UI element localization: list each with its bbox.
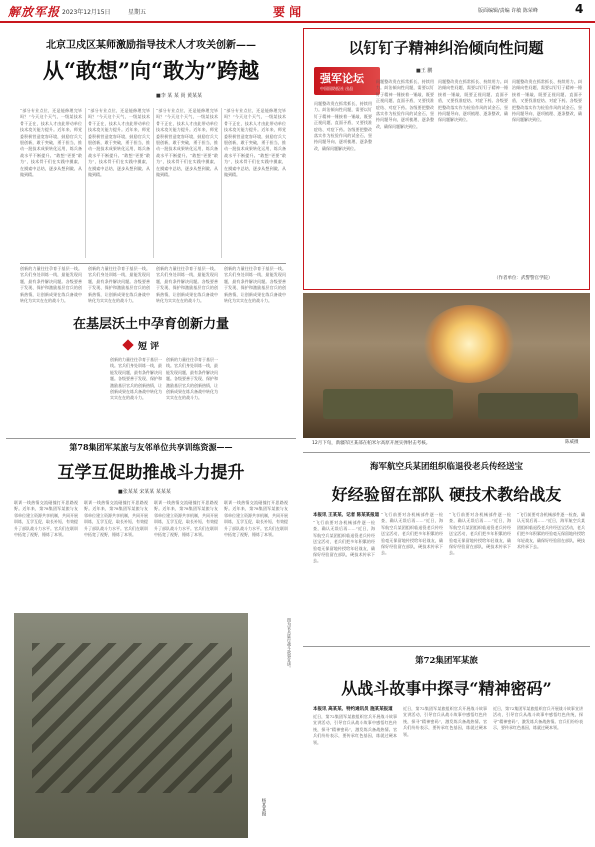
date: 2023年12月15日 <box>62 9 111 16</box>
article-5-col-1: 近日，第72集团军某旅组织官兵开展战斗故事宣讲活动，引导官兵从战斗故事中感悟红色传统，探寻“精神密码”，激发练兵备战热情。官兵们纷纷表示，要传承红色基因，练就过硬本领。 <box>313 714 397 745</box>
column-divider <box>153 108 154 258</box>
article-1-col-4: “部分专业点位，还是能修理完毕吗？”今天这个天气，一级某技术骨干正在，技术人才由此带动单位技术攻关能力提升。近年来，师党委积极营造宽容环境，鼓励官兵大胆创新，敢于突破，勇于担当，推动一批技术成果转化运用，练兵备战水平不断提升。“敢想”更要“敢为”，技术骨干们在实践中摸索，在摸索中总结，逐步从想到做、从做到精。 <box>224 108 286 178</box>
article-2-top-rule <box>20 263 286 264</box>
article-1-col-1: “部分专业点位，还是能修理完毕吗？”今天这个天气，一级某技术骨干正在，技术人才由此带动单位技术攻关能力提升。近年来，师党委积极营造宽容环境，鼓励官兵大胆创新，敢于突破，勇于担当，推动一批技术成果转化运用，练兵备战水平不断提升。“敢想”更要“敢为”，技术骨干们在实践中摸索，在摸索中总结，逐步从想到做、从做到精。 <box>20 108 82 178</box>
article-3-byline: ■张某某 宋某某 某某某 <box>118 489 171 495</box>
article-4 <box>303 452 590 642</box>
article-5-title: 从战斗故事中探寻“精神密码” <box>341 679 552 698</box>
feature-title: 以钉钉子精神纠治倾向性问题 <box>348 39 544 57</box>
article-4-col-4: “飞行前要对各机械部件逐一检查，确认无误后再……”近日，海军航空兵某团组织临退役老兵传经送宝活动，老兵们把多年积累的经验毫无保留地传授给年轻战友，确保好经验留在部队，硬技术传承下去。 <box>517 512 585 550</box>
article-2-col-3b: 创新的力量往往孕育于基层一线。官兵们身处训练一线，最能发现问题，最有条件解决问题。各级要善于发现、保护和激励基层官兵的创新热情，让创新成果在练兵备战中转化为实实在在的战斗力。 <box>166 357 218 401</box>
feature-col-1: 问题整改贵在抓常抓长、持续用力。纠治倾向性问题，需要以钉钉子精神一锤接着一锤敲，既要正视问题、直面矛盾，又要找准症结、对症下药。各级要把整改落实作为检验作风的试金石，坚持问题导向，逐项梳理、逐条整改，确保问题解决到位。 <box>314 101 372 151</box>
article-1-kicker: 北京卫戍区某师激励指导技术人才攻关创新—— <box>46 40 256 51</box>
side-photo <box>14 613 248 838</box>
page-number: 4 <box>575 2 584 16</box>
feature-box <box>303 28 590 290</box>
feature-col-4: 问题整改贵在抓常抓长、持续用力。纠治倾向性问题，需要以钉钉子精神一锤接着一锤敲，既要正视问题、直面矛盾，又要找准症结、对症下药。各级要把整改落实作为检验作风的试金石，坚持问题导向，逐项梳理、逐条整改，确保问题解决到位。 <box>512 79 582 123</box>
article-2-col-4: 创新的力量往往孕育于基层一线。官兵们身处训练一线，最能发现问题，最有条件解决问题。各级要善于发现、保护和激励基层官兵的创新热情，让创新成果在练兵备战中转化为实实在在的战斗力。 <box>224 266 286 304</box>
article-5-byline: 本报讯 高某某、特约通讯员 施某某报道 <box>313 707 393 712</box>
article-3 <box>6 438 296 843</box>
article-1-col-3: “部分专业点位，还是能修理完毕吗？”今天这个天气，一级某技术骨干正在，技术人才由此带动单位技术攻关能力提升。近年来，师党委积极营造宽容环境，鼓励官兵大胆创新，敢于突破，勇于担当，推动一批技术成果转化运用，练兵备战水平不断提升。“敢想”更要“敢为”，技术骨干们在实践中摸索，在摸索中总结，逐步从想到做、从做到精。 <box>156 108 218 178</box>
article-2-col-3: 创新的力量往往孕育于基层一线。官兵们身处训练一线，最能发现问题，最有条件解决问题。各级要善于发现、保护和激励基层官兵的创新热情，让创新成果在练兵备战中转化为实实在在的战斗力。 <box>156 266 218 304</box>
article-5-col-3: 近日，第72集团军某旅组织官兵开展战斗故事宣讲活动，引导官兵从战斗故事中感悟红色传统，探寻“精神密码”，激发练兵备战热情。官兵们纷纷表示，要传承红色基因，练就过硬本领。 <box>493 706 583 731</box>
article-3-top-rule <box>6 438 296 439</box>
column-divider <box>85 108 86 258</box>
article-4-top-rule <box>303 452 590 453</box>
article-1 <box>6 28 296 260</box>
column-divider <box>221 108 222 258</box>
article-2-col-2b: 创新的力量往往孕育于基层一线。官兵们身处训练一线，最能发现问题，最有条件解决问题。各级要善于发现、保护和激励基层官兵的创新热情，让创新成果在练兵备战中转化为实实在在的战斗力。 <box>110 357 162 401</box>
feature-logo-sub: 中国国防报社 出品 <box>320 86 354 91</box>
weekday: 星期五 <box>128 9 147 16</box>
commentary-label: 短 评 <box>138 342 160 352</box>
photo-soldiers <box>32 643 232 793</box>
side-photo-caption: 图为官兵进行战斗故事宣讲。 <box>287 618 292 670</box>
section-title: 要 闻 <box>273 5 302 19</box>
feature-byline: ■王 鹏 <box>416 68 433 74</box>
article-3-col-1: 联训一线热情交流碰撞打开思路视野。近年来，第78集团军某旅与友邻单位建立资源共享机制，共同开展训练，互学互促，取长补短，有效提升了部队战斗力水平。官兵们在联训中拓宽了视野，锤炼了本领。 <box>14 500 78 538</box>
masthead-rule <box>0 21 595 23</box>
article-5-top-rule <box>303 646 590 647</box>
photo-vehicle <box>478 393 578 419</box>
article-5 <box>303 646 590 843</box>
feature-col-2: 问题整改贵在抓常抓长、持续用力。纠治倾向性问题，需要以钉钉子精神一锤接着一锤敲，既要正视问题、直面矛盾，又要找准症结、对症下药。各级要把整改落实作为检验作风的试金石，坚持问题导向，逐项梳理、逐条整改，确保问题解决到位。 <box>376 79 434 129</box>
editor-line: 版面编辑/责编 许敏 陈荣峰 <box>478 8 538 14</box>
article-4-kicker: 海军航空兵某团组织临退役老兵传经送宝 <box>369 462 523 472</box>
article-2-col-2: 创新的力量往往孕育于基层一线。官兵们身处训练一线，最能发现问题，最有条件解决问题。各级要善于发现、保护和激励基层官兵的创新热情，让创新成果在练兵备战中转化为实实在在的战斗力。 <box>88 266 150 304</box>
photo-credit: 陈威摄 <box>565 440 579 445</box>
photo-vehicle <box>323 389 453 419</box>
article-2-col-1: 创新的力量往往孕育于基层一线。官兵们身处训练一线，最能发现问题，最有条件解决问题。各级要善于发现、保护和激励基层官兵的创新热情，让创新成果在练兵备战中转化为实实在在的战斗力。 <box>20 266 82 304</box>
masthead <box>0 0 595 22</box>
article-4-col-2: “飞行前要对各机械部件逐一检查，确认无误后再……”近日，海军航空兵某团组织临退役老兵传经送宝活动，老兵们把多年积累的经验毫无保留地传授给年轻战友，确保好经验留在部队，硬技术传承下去。 <box>381 512 443 556</box>
article-1-byline: ■李 某 某 尚 黄某某 <box>156 93 203 99</box>
article-4-col-1: “飞行前要对各机械部件逐一检查，确认无误后再……”近日，海军航空兵某团组织临退役老兵传经送宝活动，老兵们把多年积累的经验毫无保留地传授给年轻战友，确保好经验留在部队，硬技术传承下去。 <box>313 520 375 564</box>
photo-explosion <box>423 305 515 383</box>
article-4-col-3: “飞行前要对各机械部件逐一检查，确认无误后再……”近日，海军航空兵某团组织临退役老兵传经送宝活动，老兵们把多年积累的经验毫无保留地传授给年轻战友，确保好经验留在部队，硬技术传承下去。 <box>449 512 511 556</box>
commentary-icon <box>122 339 133 350</box>
feature-logo <box>314 67 380 95</box>
article-2 <box>6 263 296 435</box>
article-5-kicker: 第72集团军某旅 <box>415 656 478 666</box>
feature-logo-text: 强军论坛 <box>320 72 364 85</box>
side-photo-credit: 杨某某摄 <box>261 798 266 816</box>
feature-signature: （作者单位：武警警官学院） <box>494 276 553 281</box>
article-3-title: 互学互促助推战斗力提升 <box>57 463 245 483</box>
article-3-kicker: 第78集团军某旅与友邻单位共享训练资源—— <box>69 442 233 452</box>
article-4-title: 好经验留在部队 硬技术教给战友 <box>331 485 562 504</box>
article-1-title: 从“敢想”向“敢为”跨越 <box>42 58 260 83</box>
article-3-col-3: 联训一线热情交流碰撞打开思路视野。近年来，第78集团军某旅与友邻单位建立资源共享机制，共同开展训练，互学互促，取长补短，有效提升了部队战斗力水平。官兵们在联训中拓宽了视野，锤炼了本领。 <box>154 500 218 538</box>
article-5-col-2: 近日，第72集团军某旅组织官兵开展战斗故事宣讲活动，引导官兵从战斗故事中感悟红色传统，探寻“精神密码”，激发练兵备战热情。官兵们纷纷表示，要传承红色基因，练就过硬本领。 <box>403 706 487 737</box>
paper-name: 解放军报 <box>8 5 61 19</box>
article-3-col-2: 联训一线热情交流碰撞打开思路视野。近年来，第78集团军某旅与友邻单位建立资源共享机制，共同开展训练，互学互促，取长补短，有效提升了部队战斗力水平。官兵们在联训中拓宽了视野，锤炼了本领。 <box>84 500 148 538</box>
photo-caption: 12月下旬，新疆军区某部在帕米尔高原开展实弹射击考核。 <box>312 441 431 446</box>
article-2-title: 在基层沃土中孕育创新力量 <box>72 317 229 332</box>
article-1-col-2: “部分专业点位，还是能修理完毕吗？”今天这个天气，一级某技术骨干正在，技术人才由此带动单位技术攻关能力提升。近年来，师党委积极营造宽容环境，鼓励官兵大胆创新，敢于突破，勇于担当，推动一批技术成果转化运用，练兵备战水平不断提升。“敢想”更要“敢为”，技术骨干们在实践中摸索，在摸索中总结，逐步从想到做、从做到精。 <box>88 108 150 178</box>
commentary-badge <box>124 339 174 351</box>
feature-col-3: 问题整改贵在抓常抓长、持续用力。纠治倾向性问题，需要以钉钉子精神一锤接着一锤敲，既要正视问题、直面矛盾，又要找准症结、对症下药。各级要把整改落实作为检验作风的试金石，坚持问题导向，逐项梳理、逐条整改，确保问题解决到位。 <box>438 79 508 123</box>
article-4-byline: 本报讯 王某某、记者 陈某某报道 <box>313 513 380 518</box>
article-3-col-4: 联训一线热情交流碰撞打开思路视野。近年来，第78集团军某旅与友邻单位建立资源共享机制，共同开展训练，互学互促，取长补短，有效提升了部队战斗力水平。官兵们在联训中拓宽了视野，锤炼了本领。 <box>224 500 288 538</box>
